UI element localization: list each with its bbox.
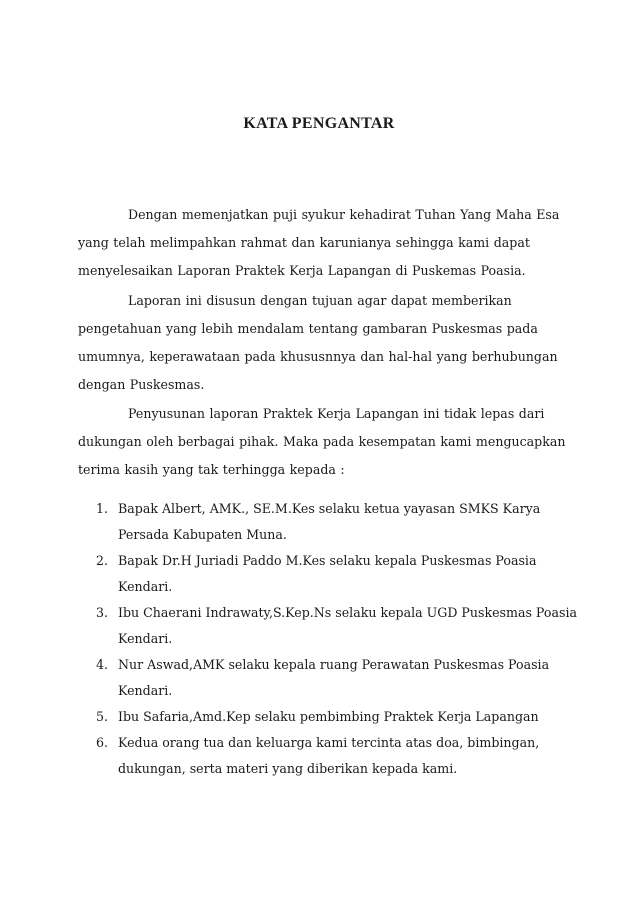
list-item-number: 1. [96, 501, 109, 516]
list-item-text: Ibu Safaria,Amd.Kep selaku pembimbing Praktek Kerja Lapangan [118, 709, 539, 724]
list-item [78, 548, 578, 600]
list-item-number: 5. [96, 709, 109, 724]
list-item [78, 704, 578, 730]
list-item-text: Kedua orang tua dan keluarga kami tercinta atas doa, bimbingan, dukungan, serta materi yang diberikan kepada kami. [118, 735, 540, 776]
acknowledgement-list [78, 496, 578, 782]
paragraph-intro: Dengan memenjatkan puji syukur kehadirat Tuhan Yang Maha Esa yang telah melimpahkan rahmat dan karunianya sehingga kami dapat menyelesaikan Laporan Praktek Kerja Lapangan di Puskemas Poasia. [78, 207, 560, 278]
list-item [78, 496, 578, 548]
list-item-text: Bapak Dr.H Juriadi Paddo M.Kes selaku kepala Puskesmas Poasia Kendari. [118, 553, 537, 594]
list-item-number: 3. [96, 605, 109, 620]
list-item-text: Nur Aswad,AMK selaku kepala ruang Perawatan Puskesmas Poasia Kendari. [118, 657, 550, 698]
list-item-text: Ibu Chaerani Indrawaty,S.Kep.Ns selaku kepala UGD Puskesmas Poasia Kendari. [118, 605, 577, 646]
list-item-number: 4. [96, 657, 109, 672]
list-item-number: 2. [96, 553, 109, 568]
list-item [78, 730, 578, 782]
list-item [78, 652, 578, 704]
list-item [78, 600, 578, 652]
list-item-text: Bapak Albert, AMK., SE.M.Kes selaku ketua yayasan SMKS Karya Persada Kabupaten Muna. [118, 501, 541, 542]
page-title: KATA PENGANTAR [243, 115, 395, 132]
list-item-number: 6. [96, 735, 109, 750]
paragraph-purpose: Laporan ini disusun dengan tujuan agar dapat memberikan pengetahuan yang lebih mendalam tentang gambaran Puskesmas pada umumnya, keperawataan pada khususnnya dan hal-hal yang berhubungan dengan Puskesmas. [78, 293, 558, 392]
paragraph-thanks-intro: Penyusunan laporan Praktek Kerja Lapangan ini tidak lepas dari dukungan oleh berbagai pihak. Maka pada kesempatan kami mengucapkan terima kasih yang tak terhingga kepada : [78, 406, 566, 477]
